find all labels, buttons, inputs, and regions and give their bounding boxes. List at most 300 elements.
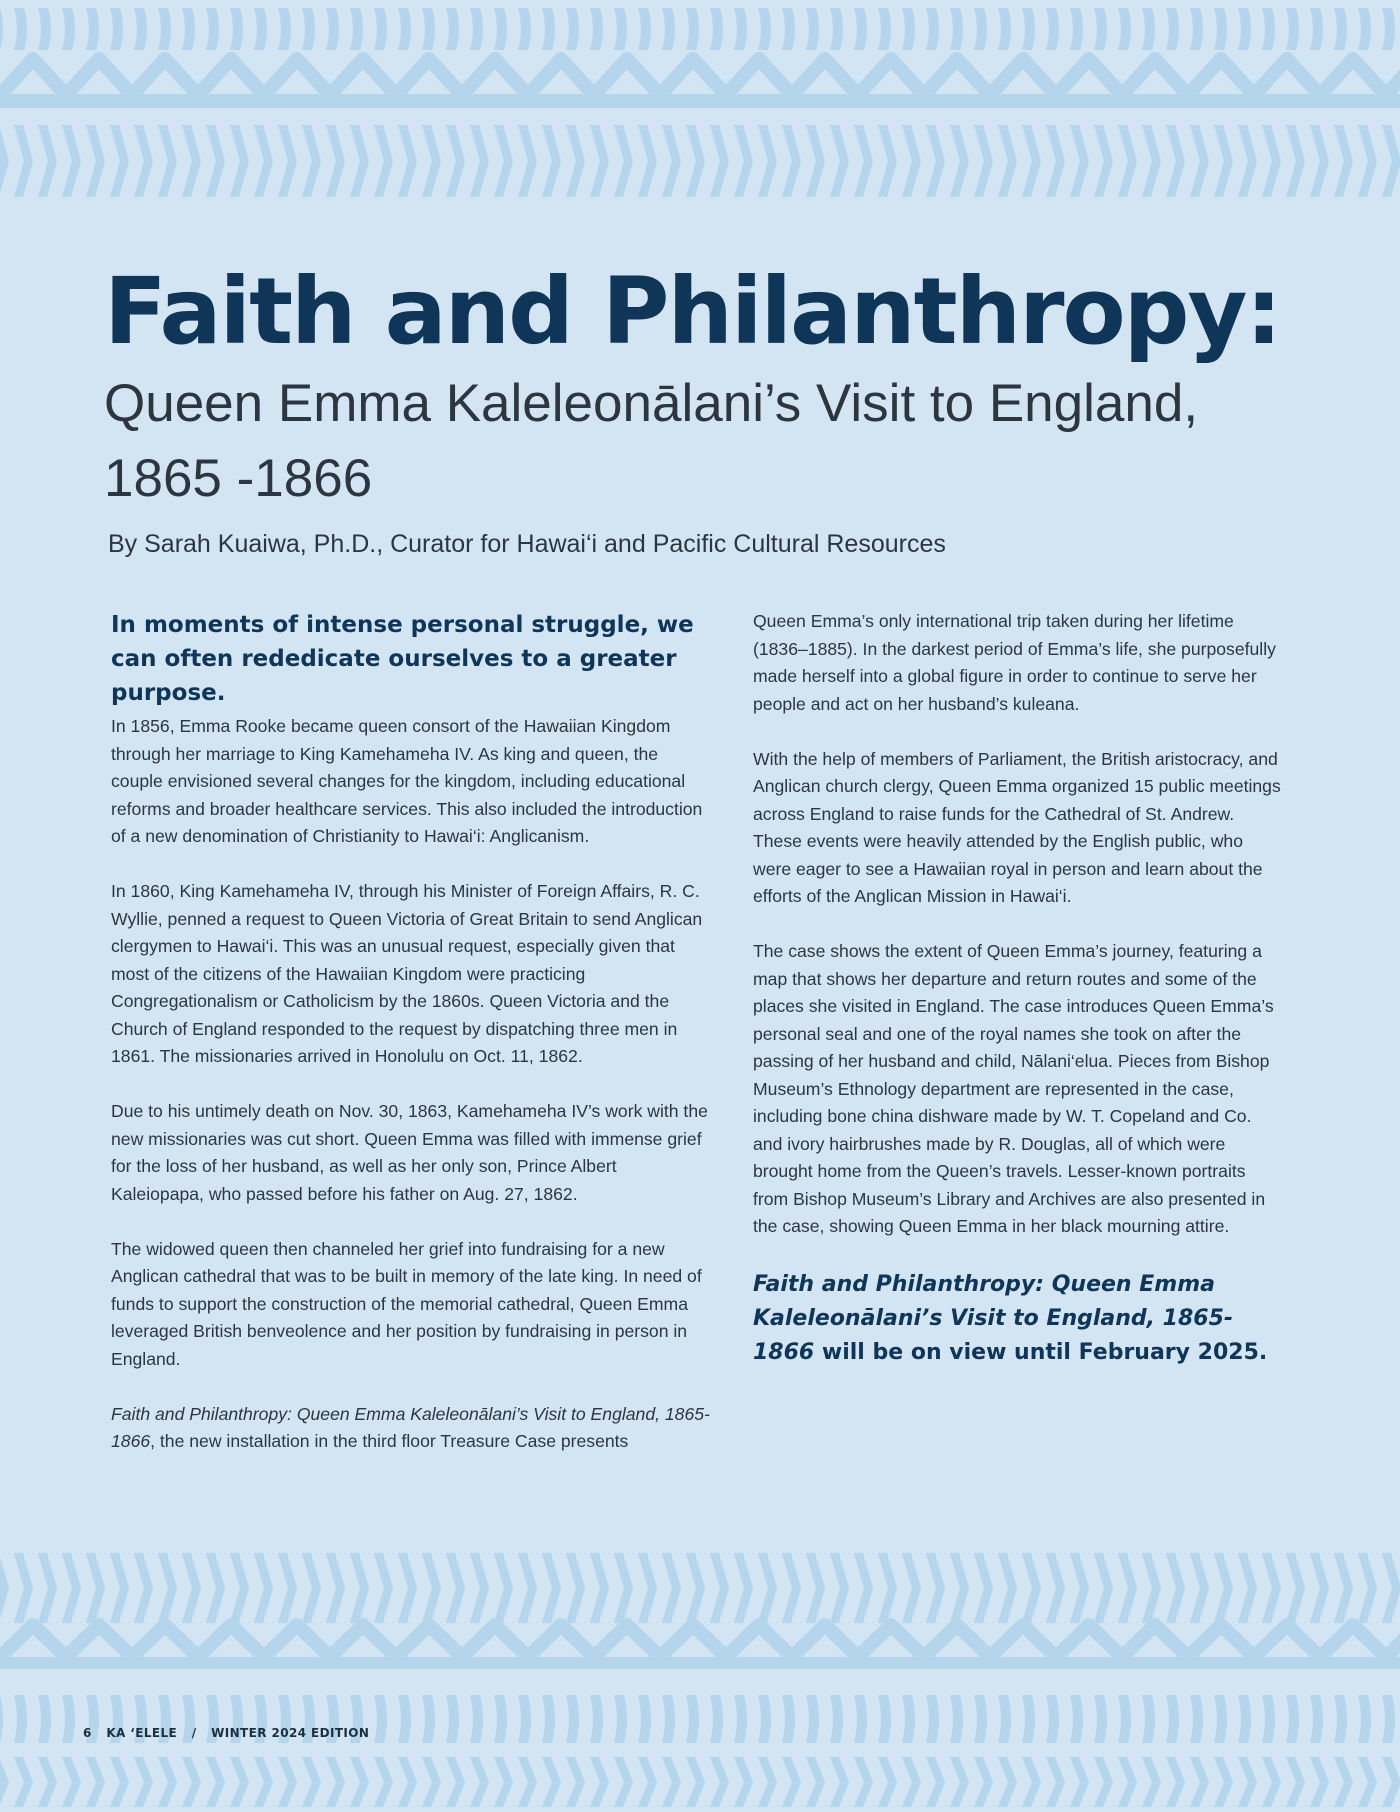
pattern-chevron <box>566 125 585 197</box>
pattern-chevron <box>302 1757 321 1807</box>
pattern-dash <box>1334 8 1347 50</box>
pattern-chevron <box>926 1553 945 1623</box>
pattern-dash <box>782 8 795 50</box>
pattern-zigzag <box>0 1625 1400 1657</box>
bottom-pattern-band <box>0 1545 1400 1812</box>
pattern-chevron <box>1238 125 1257 197</box>
pattern-dash <box>374 8 387 50</box>
pattern-dash <box>446 8 459 50</box>
pattern-dash <box>974 1695 987 1743</box>
pattern-chevron <box>1070 1757 1089 1807</box>
pattern-dash <box>878 1695 891 1743</box>
pattern-dash <box>662 8 675 50</box>
pattern-zigzag <box>0 59 1400 95</box>
pattern-chevron <box>1310 125 1329 197</box>
pattern-chevron <box>38 1553 57 1623</box>
pattern-chevron <box>0 1757 9 1807</box>
pattern-chevron <box>254 1757 273 1807</box>
pattern-chevron <box>278 1553 297 1623</box>
pattern-chevron <box>710 1757 729 1807</box>
exhibition-title-italic: Faith and Philanthropy: Queen Emma Kaleleonālani’s Visit to England, 1865-1866 <box>753 1272 1234 1365</box>
pattern-dash <box>182 8 195 50</box>
pattern-dash <box>1046 1695 1059 1743</box>
pattern-chevron <box>110 125 129 197</box>
pattern-chevron <box>1142 1553 1161 1623</box>
pattern-chevron <box>230 125 249 197</box>
pattern-dash <box>1166 8 1179 50</box>
pattern-dash <box>614 1695 627 1743</box>
pattern-dash <box>206 8 219 50</box>
body-paragraph: In 1856, Emma Rooke became queen consort of the Hawaiian Kingdom through her marriage to King Kamehameha IV. As king and queen, the couple envisioned several changes for the kingdom, including educational reforms and broader healthcare services. This also included the introduction of a new denomination of Christianity to Hawai‘i: Anglicanism. <box>111 716 703 846</box>
pattern-chevron <box>422 1553 441 1623</box>
pattern-dash <box>62 1695 75 1743</box>
pattern-dash <box>278 8 291 50</box>
pattern-dash <box>110 8 123 50</box>
pattern-chevron <box>446 125 465 197</box>
pattern-dash <box>926 8 939 50</box>
pattern-dash <box>1142 8 1155 50</box>
pattern-chevron <box>1022 125 1041 197</box>
pattern-dash <box>710 8 723 50</box>
pattern-chevron <box>14 1757 33 1807</box>
pattern-chevron <box>158 1553 177 1623</box>
pattern-dash <box>38 1695 51 1743</box>
body-paragraph: With the help of members of Parliament, the British aristocracy, and Anglican church clergy, Queen Emma organized 15 public meetings across England to raise funds for the Cathedral of St. Andrew. These events were heavily attended by the English public, who were eager to see a Hawaiian royal in person and learn about the efforts of the Anglican Mission in Hawai‘i. <box>753 748 1281 906</box>
pattern-chevron <box>158 125 177 197</box>
pattern-chevron <box>278 125 297 197</box>
pattern-chevron <box>1142 1757 1161 1807</box>
pattern-chevron <box>1094 1553 1113 1623</box>
body-paragraph: Due to his untimely death on Nov. 30, 1863, Kamehameha IV’s work with the new missionaries was cut short. Queen Emma was filled with immense grief for the loss of her husband, as well as her only son, Prince Albert Kaleiopapa, who passed before his father on Aug. 27, 1862. <box>111 1101 708 1204</box>
pattern-chevron <box>686 1553 705 1623</box>
pattern-dash <box>1310 1695 1323 1743</box>
top-pattern-band <box>0 0 1400 200</box>
pattern-chevron <box>782 1757 801 1807</box>
pattern-dash <box>902 8 915 50</box>
pattern-chevron <box>902 125 921 197</box>
body-paragraph: In 1860, King Kamehameha IV, through his Minister of Foreign Affairs, R. C. Wyllie, penned a request to Queen Victoria of Great Britain to send Anglican clergymen to Hawai‘i. This was an unusual request, especially given that most of the citizens of the Hawaiian Kingdom were practicing Congregationalism or Catholicism by the 1860s. Queen Victoria and the Church of England responded to the request by dispatching three men in 1861. The missionaries arrived in Honolulu on Oct. 11, 1862. <box>111 881 703 1066</box>
pattern-dash <box>734 8 747 50</box>
pattern-chevron <box>902 1757 921 1807</box>
pattern-dash <box>1238 8 1251 50</box>
pattern-dash <box>1382 8 1395 50</box>
pattern-chevron <box>662 125 681 197</box>
pattern-chevron <box>38 1757 57 1807</box>
pattern-dash <box>1070 8 1083 50</box>
pattern-chevron <box>134 1553 153 1623</box>
pattern-chevron <box>1310 1757 1329 1807</box>
pattern-chevron <box>854 125 873 197</box>
pattern-chevron <box>350 125 369 197</box>
pattern-chevron <box>1262 125 1281 197</box>
pattern-chevron <box>446 1757 465 1807</box>
pattern-chevron <box>998 1553 1017 1623</box>
pattern-chevron <box>1118 125 1137 197</box>
pattern-dash <box>398 8 411 50</box>
pattern-dash <box>422 8 435 50</box>
pattern-chevron <box>206 1553 225 1623</box>
pattern-dash <box>1046 8 1059 50</box>
pattern-dash <box>494 8 507 50</box>
pattern-chevron <box>1070 1553 1089 1623</box>
pattern-dash <box>710 1695 723 1743</box>
pattern-chevron <box>1046 1757 1065 1807</box>
pattern-dash <box>518 1695 531 1743</box>
pattern-chevron <box>110 1553 129 1623</box>
exhibition-title-italic: Faith and Philanthropy: Queen Emma Kaleleonālani’s Visit to England, 1865-1866 <box>111 1403 710 1451</box>
pattern-dash <box>1382 1695 1395 1743</box>
pattern-chevron <box>590 125 609 197</box>
pattern-chevron <box>326 1757 345 1807</box>
pattern-chevron <box>182 1757 201 1807</box>
pattern-chevron <box>134 1757 153 1807</box>
pattern-chevron <box>614 1757 633 1807</box>
pattern-chevron <box>878 125 897 197</box>
pattern-chevron <box>326 1553 345 1623</box>
pattern-dash <box>0 8 3 50</box>
pattern-dash <box>38 8 51 50</box>
pattern-chevron <box>38 125 57 197</box>
pattern-dash <box>398 1695 411 1743</box>
pattern-chevron <box>1334 125 1353 197</box>
pattern-dash <box>686 1695 699 1743</box>
pattern-chevron <box>254 1553 273 1623</box>
pattern-dash <box>758 8 771 50</box>
pattern-chevron <box>254 125 273 197</box>
pattern-chevron <box>974 1553 993 1623</box>
pattern-dash <box>350 8 363 50</box>
pattern-chevron <box>1214 125 1233 197</box>
pattern-chevron <box>86 1553 105 1623</box>
body-paragraph: Queen Emma’s only international trip taken during her lifetime (1836–1885). In the darkest period of Emma’s life, she purposefully made herself into a global figure in order to continue to serve her people and act on her husband’s kuleana. <box>753 611 1276 714</box>
pattern-dash <box>1286 1695 1299 1743</box>
pattern-dash <box>1118 1695 1131 1743</box>
pattern-dash <box>14 8 27 50</box>
publication-name: KA ‘ELELE <box>106 1726 178 1740</box>
pattern-chevron <box>542 1757 561 1807</box>
article-subtitle: Queen Emma Kaleleonālani’s Visit to England, 1865 -1866 <box>104 374 1199 508</box>
pattern-chevron <box>1046 125 1065 197</box>
pattern-dash <box>590 1695 603 1743</box>
pattern-dash <box>782 1695 795 1743</box>
body-paragraph: The widowed queen then channeled her grief into fundraising for a new Anglican cathedral that was to be built in memory of the late king. In need of funds to support the construction of the memorial cathedral, Queen Emma leveraged British benveolence and her position by fundraising in person in England. <box>111 1238 702 1369</box>
pattern-dash <box>158 8 171 50</box>
pattern-dash <box>638 8 651 50</box>
pattern-dash <box>662 1695 675 1743</box>
pattern-chevron <box>1190 1553 1209 1623</box>
pattern-chevron <box>542 1553 561 1623</box>
lead-paragraph: In moments of intense personal struggle, we can often rededicate ourselves to a greater purpose. <box>111 612 694 706</box>
pattern-chevron <box>446 1553 465 1623</box>
pattern-chevron <box>662 1757 681 1807</box>
pattern-chevron <box>0 125 9 197</box>
pattern-chevron <box>1166 1553 1185 1623</box>
pattern-chevron <box>1022 1757 1041 1807</box>
left-column <box>111 608 711 1483</box>
pattern-chevron <box>470 1757 489 1807</box>
pattern-chevron <box>974 1757 993 1807</box>
pattern-chevron <box>950 125 969 197</box>
pattern-dash <box>854 1695 867 1743</box>
pattern-dash <box>230 8 243 50</box>
pattern-chevron <box>614 125 633 197</box>
page-footer <box>83 1726 379 1740</box>
pattern-chevron <box>806 125 825 197</box>
pattern-dash <box>1094 1695 1107 1743</box>
pattern-chevron <box>1382 1757 1400 1807</box>
pattern-chevron <box>398 125 417 197</box>
pattern-dash <box>1022 1695 1035 1743</box>
pattern-chevron <box>878 1553 897 1623</box>
pattern-chevron <box>1286 1553 1305 1623</box>
pattern-chevron <box>638 1757 657 1807</box>
pattern-chevron <box>1286 1757 1305 1807</box>
pattern-chevron <box>758 1757 777 1807</box>
pattern-chevron <box>710 125 729 197</box>
pattern-chevron <box>110 1757 129 1807</box>
body-paragraph: The case shows the extent of Queen Emma’s journey, featuring a map that shows her departure and return routes and some of the places she visited in England. The case introduces Queen Emma’s personal seal and one of the royal names she took on after the passing of her husband and child, Nālani‘elua. Pieces from Bishop Museum’s Ethnology department are represented in the case, including bone china dishware made by W. T. Copeland and Co. and ivory hairbrushes made by R. Douglas, all of which were brought home from the Queen’s travels. Lesser-known portraits from Bishop Museum’s Library and Archives are also presented in the case, showing Queen Emma in her black mourning attire. <box>753 941 1274 1236</box>
pattern-chevron <box>1262 1553 1281 1623</box>
pattern-chevron <box>782 125 801 197</box>
pattern-chevron <box>782 1553 801 1623</box>
pattern-dash <box>1166 1695 1179 1743</box>
pattern-dash <box>1214 1695 1227 1743</box>
pattern-chevron <box>1334 1553 1353 1623</box>
pattern-dash <box>902 1695 915 1743</box>
pattern-dash <box>974 8 987 50</box>
pattern-chevron <box>1166 1757 1185 1807</box>
pattern-dash <box>566 8 579 50</box>
pattern-dash <box>590 8 603 50</box>
pattern-dash <box>1238 1695 1251 1743</box>
pattern-dash <box>1286 8 1299 50</box>
pattern-dash <box>686 8 699 50</box>
pattern-chevron <box>926 125 945 197</box>
pattern-chevron <box>1214 1553 1233 1623</box>
pattern-chevron <box>1094 1757 1113 1807</box>
pattern-chevron <box>86 125 105 197</box>
pattern-dash <box>1070 1695 1083 1743</box>
pattern-chevron <box>62 125 81 197</box>
pattern-chevron <box>182 1553 201 1623</box>
pattern-dash <box>1358 1695 1371 1743</box>
pattern-dash <box>1358 8 1371 50</box>
pattern-dash <box>86 8 99 50</box>
pattern-chevron <box>494 125 513 197</box>
pattern-chevron <box>1046 1553 1065 1623</box>
pattern-dash <box>1190 1695 1203 1743</box>
pattern-chevron <box>374 1553 393 1623</box>
pattern-chevron <box>1190 1757 1209 1807</box>
pattern-dash <box>0 1695 3 1743</box>
pattern-chevron <box>1118 1757 1137 1807</box>
pattern-chevron <box>566 1553 585 1623</box>
pattern-dash <box>566 1695 579 1743</box>
pattern-chevron <box>830 1757 849 1807</box>
pattern-dash <box>878 8 891 50</box>
pattern-chevron <box>662 1553 681 1623</box>
pattern-chevron <box>518 125 537 197</box>
pattern-dash <box>518 8 531 50</box>
bottom-pattern-svg <box>0 1545 1400 1812</box>
pattern-chevron <box>614 1553 633 1623</box>
pattern-chevron <box>1166 125 1185 197</box>
pattern-dash <box>62 8 75 50</box>
pattern-dash <box>806 1695 819 1743</box>
pattern-dash <box>134 8 147 50</box>
closing-statement <box>753 1268 1283 1370</box>
pattern-chevron <box>374 125 393 197</box>
pattern-chevron <box>398 1553 417 1623</box>
pattern-chevron <box>1382 1553 1400 1623</box>
pattern-dash <box>830 1695 843 1743</box>
pattern-dash <box>470 1695 483 1743</box>
pattern-dash <box>1214 8 1227 50</box>
pattern-dash <box>614 8 627 50</box>
pattern-dash <box>1142 1695 1155 1743</box>
pattern-chevron <box>1094 125 1113 197</box>
pattern-chevron <box>1286 125 1305 197</box>
pattern-chevron <box>374 1757 393 1807</box>
pattern-chevron <box>1070 125 1089 197</box>
pattern-chevron <box>1262 1757 1281 1807</box>
pattern-chevron <box>326 125 345 197</box>
pattern-chevron <box>830 1553 849 1623</box>
pattern-chevron <box>950 1553 969 1623</box>
pattern-chevron <box>566 1757 585 1807</box>
pattern-chevron <box>758 125 777 197</box>
pattern-dash <box>422 1695 435 1743</box>
pattern-dash <box>1022 8 1035 50</box>
pattern-chevron <box>806 1553 825 1623</box>
pattern-chevron <box>350 1757 369 1807</box>
article-title: Faith and Philanthropy: <box>104 258 1281 365</box>
pattern-dash <box>998 8 1011 50</box>
pattern-chevron <box>950 1757 969 1807</box>
pattern-chevron <box>350 1553 369 1623</box>
pattern-chevron <box>470 125 489 197</box>
pattern-chevron <box>158 1757 177 1807</box>
pattern-chevron <box>542 125 561 197</box>
body-text: , the new installation in the third floor Treasure Case presents <box>150 1431 629 1451</box>
pattern-chevron <box>518 1757 537 1807</box>
pattern-chevron <box>278 1757 297 1807</box>
pattern-chevron <box>1214 1757 1233 1807</box>
pattern-dash <box>950 1695 963 1743</box>
pattern-chevron <box>14 1553 33 1623</box>
pattern-chevron <box>230 1553 249 1623</box>
pattern-chevron <box>926 1757 945 1807</box>
pattern-dash <box>926 1695 939 1743</box>
pattern-chevron <box>182 125 201 197</box>
pattern-chevron <box>974 125 993 197</box>
closing-text: will be on view until February 2025. <box>814 1340 1268 1365</box>
pattern-dash <box>1310 8 1323 50</box>
pattern-chevron <box>1118 1553 1137 1623</box>
pattern-dash <box>14 1695 27 1743</box>
pattern-chevron <box>854 1757 873 1807</box>
pattern-chevron <box>494 1553 513 1623</box>
pattern-chevron <box>1382 125 1400 197</box>
pattern-chevron <box>62 1553 81 1623</box>
pattern-chevron <box>686 125 705 197</box>
pattern-chevron <box>230 1757 249 1807</box>
pattern-chevron <box>998 125 1017 197</box>
pattern-chevron <box>854 1553 873 1623</box>
right-column <box>753 608 1283 1370</box>
pattern-chevron <box>398 1757 417 1807</box>
pattern-dash <box>302 8 315 50</box>
pattern-rule <box>0 94 1400 108</box>
pattern-chevron <box>470 1553 489 1623</box>
pattern-dash <box>1094 8 1107 50</box>
pattern-chevron <box>1334 1757 1353 1807</box>
pattern-dash <box>638 1695 651 1743</box>
pattern-chevron <box>806 1757 825 1807</box>
pattern-chevron <box>206 1757 225 1807</box>
pattern-chevron <box>494 1757 513 1807</box>
pattern-chevron <box>590 1757 609 1807</box>
pattern-dash <box>326 8 339 50</box>
pattern-chevron <box>1190 125 1209 197</box>
pattern-dash <box>1262 8 1275 50</box>
pattern-chevron <box>1238 1757 1257 1807</box>
pattern-dash <box>1334 1695 1347 1743</box>
pattern-chevron <box>1142 125 1161 197</box>
pattern-dash <box>854 8 867 50</box>
top-pattern-svg <box>0 0 1400 200</box>
pattern-chevron <box>86 1757 105 1807</box>
pattern-chevron <box>518 1553 537 1623</box>
pattern-dash <box>446 1695 459 1743</box>
pattern-dash <box>1190 8 1203 50</box>
pattern-chevron <box>1022 1553 1041 1623</box>
pattern-chevron <box>830 125 849 197</box>
page-number: 6 <box>83 1726 92 1740</box>
pattern-chevron <box>1358 1757 1377 1807</box>
pattern-chevron <box>902 1553 921 1623</box>
pattern-chevron <box>62 1757 81 1807</box>
pattern-chevron <box>206 125 225 197</box>
pattern-dash <box>494 1695 507 1743</box>
pattern-chevron <box>422 1757 441 1807</box>
pattern-chevron <box>14 125 33 197</box>
pattern-chevron <box>422 125 441 197</box>
pattern-dash <box>542 8 555 50</box>
body-paragraph <box>111 1401 711 1456</box>
pattern-dash <box>1118 8 1131 50</box>
pattern-chevron <box>1238 1553 1257 1623</box>
pattern-dash <box>830 8 843 50</box>
pattern-chevron <box>686 1757 705 1807</box>
pattern-dash <box>254 8 267 50</box>
pattern-chevron <box>734 125 753 197</box>
pattern-dash <box>998 1695 1011 1743</box>
pattern-chevron <box>302 1553 321 1623</box>
pattern-chevron <box>710 1553 729 1623</box>
pattern-chevron <box>590 1553 609 1623</box>
pattern-chevron <box>878 1757 897 1807</box>
pattern-chevron <box>734 1757 753 1807</box>
pattern-chevron <box>0 1553 9 1623</box>
pattern-chevron <box>638 125 657 197</box>
pattern-chevron <box>134 125 153 197</box>
pattern-dash <box>734 1695 747 1743</box>
pattern-dash <box>542 1695 555 1743</box>
pattern-chevron <box>302 125 321 197</box>
pattern-chevron <box>1310 1553 1329 1623</box>
pattern-dash <box>950 8 963 50</box>
